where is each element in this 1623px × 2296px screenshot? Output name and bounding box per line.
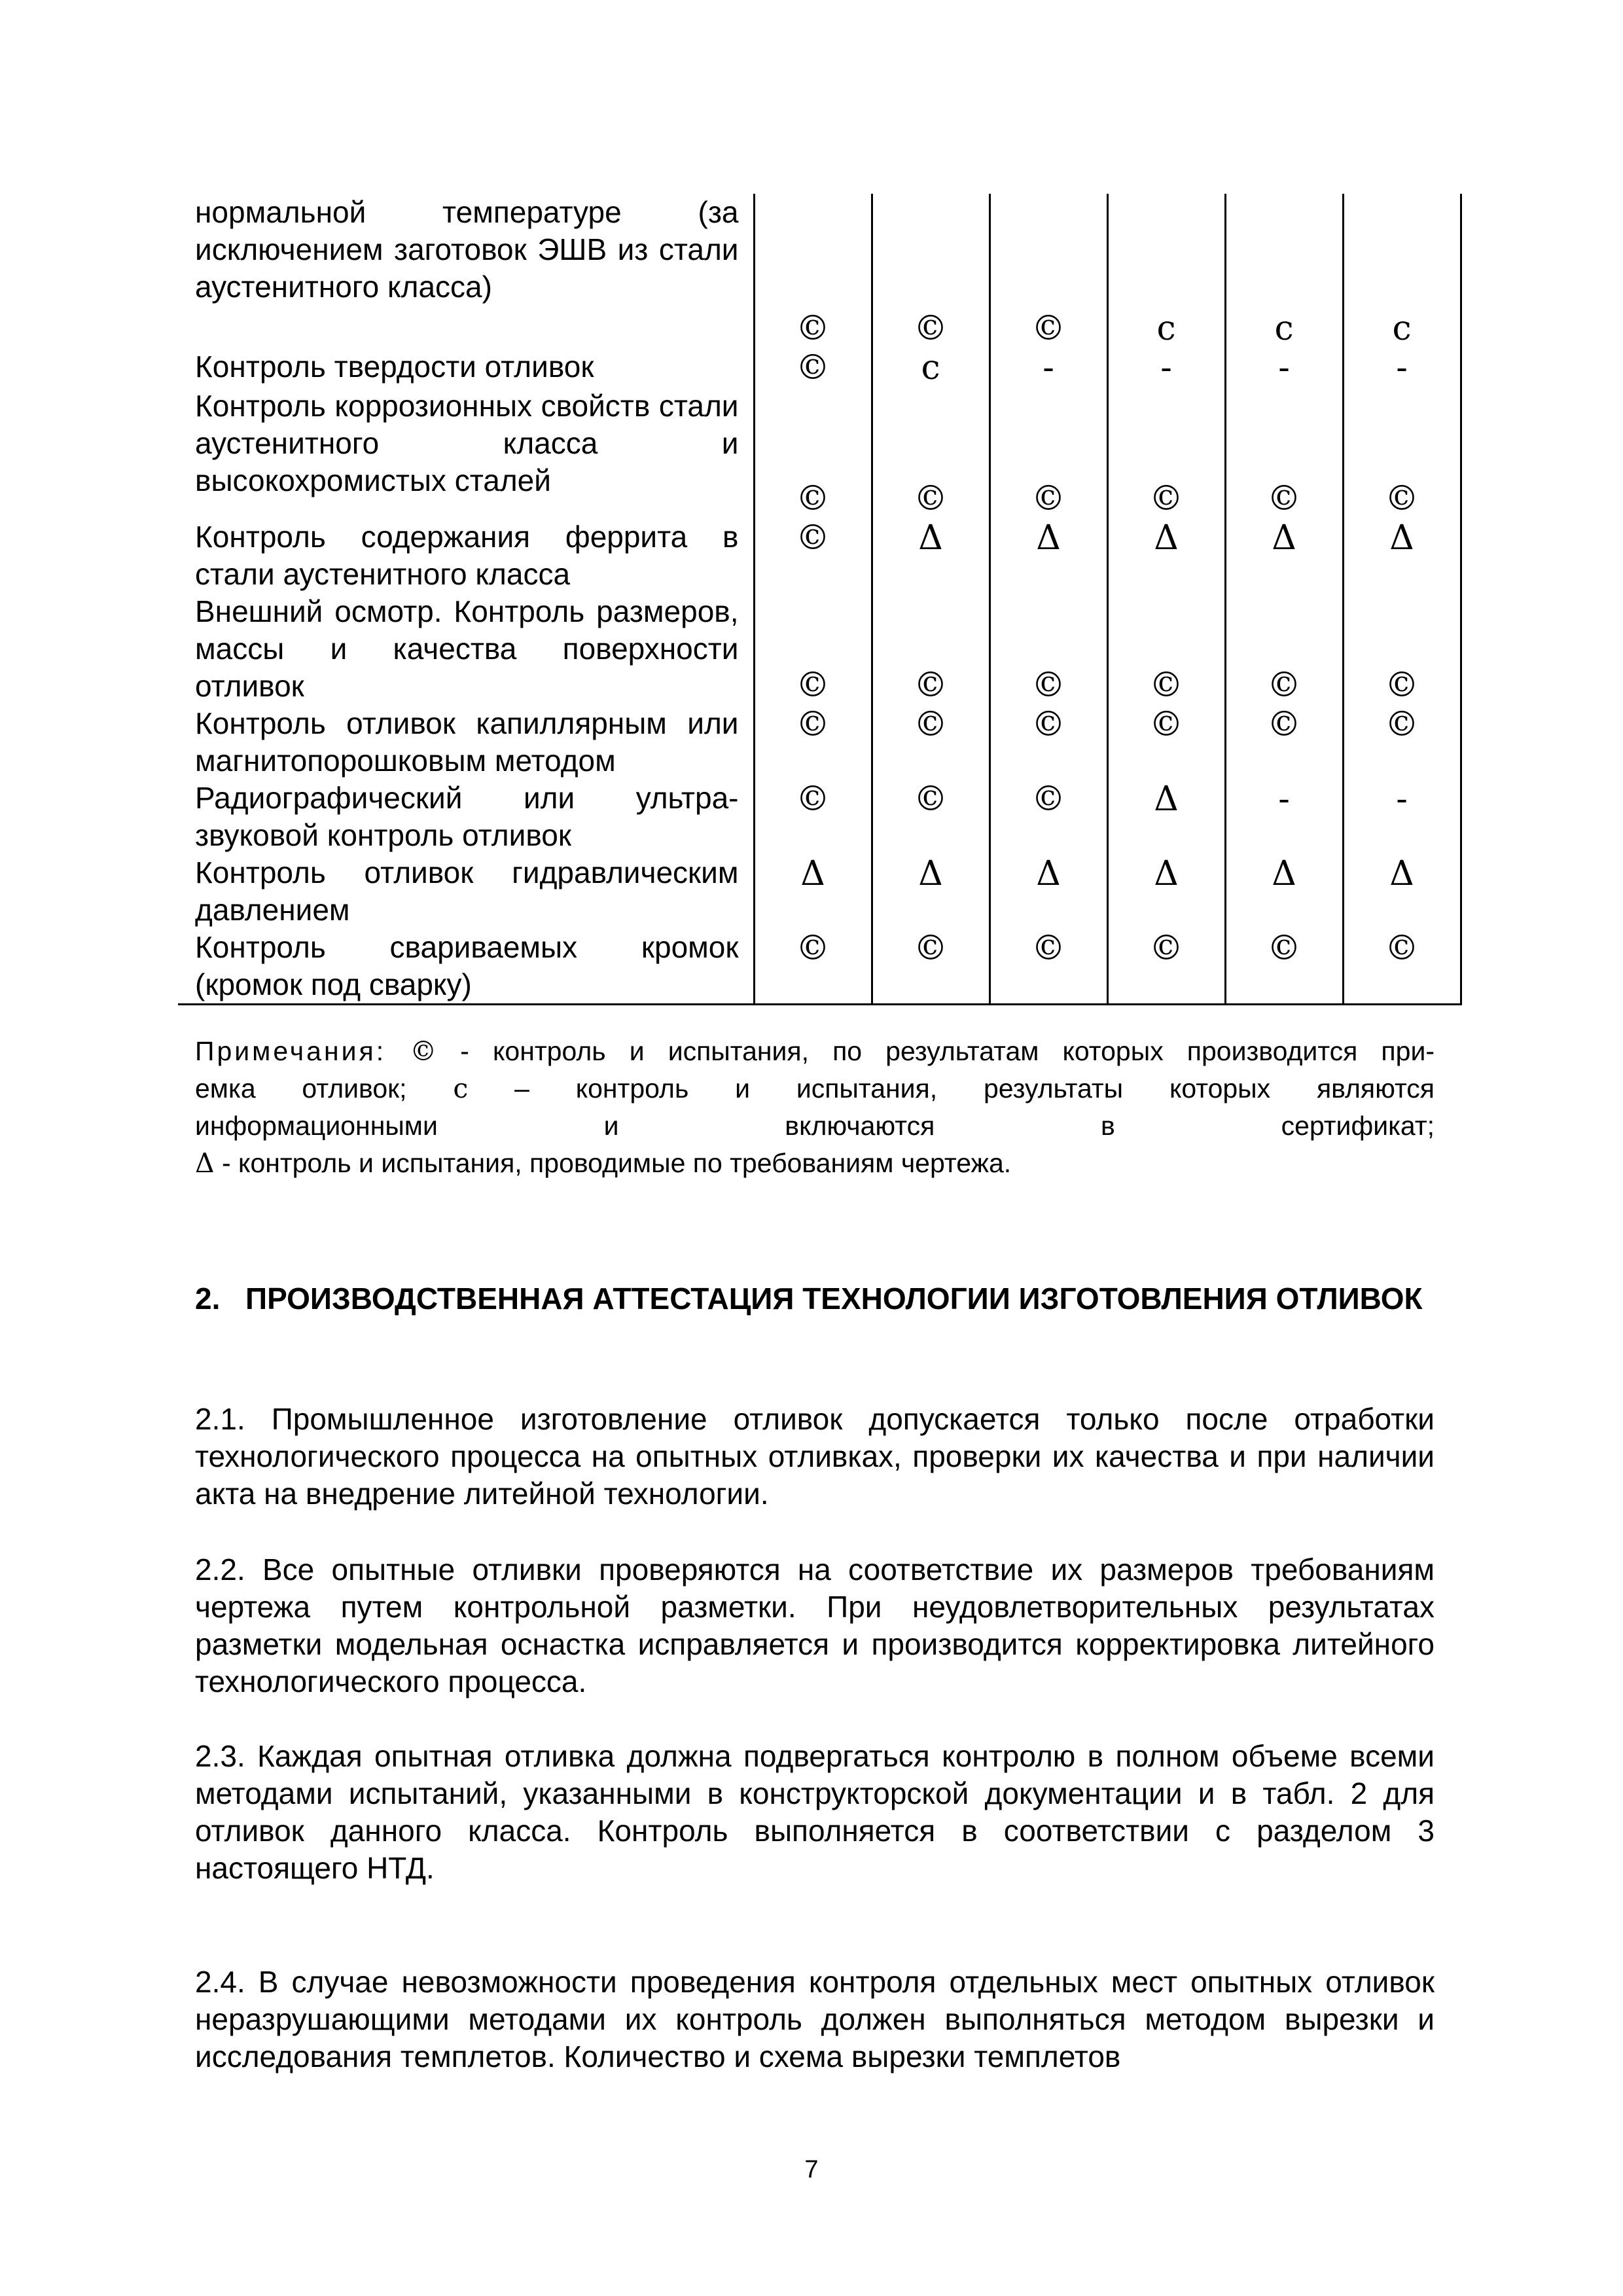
control-mark: © xyxy=(754,593,872,705)
paragraph-2-3: 2.3. Каждая опытная отливка должна подвергаться контролю в полном объеме всеми методами испытаний, указанными в конструкторской документации и в табл. 2 для отливок данного класса. Контроль выполняется в соответствии с разделом 3 настоящего НТД. xyxy=(195,1739,1435,1885)
control-mark: © xyxy=(872,705,990,780)
control-mark: © xyxy=(872,593,990,705)
table-row xyxy=(178,518,1461,593)
row-description: Контроль отливок гидравлическим давлением xyxy=(178,854,754,929)
control-mark: © xyxy=(1107,593,1225,705)
table-row xyxy=(178,854,1461,929)
control-mark: - xyxy=(1343,348,1461,387)
control-mark: © xyxy=(754,387,872,518)
control-mark: - xyxy=(990,348,1107,387)
control-mark: - xyxy=(1225,780,1343,854)
control-mark: © xyxy=(1225,387,1343,518)
section-title: ПРОИЗВОДСТВЕННАЯ АТТЕСТАЦИЯ ТЕХНОЛОГИИ ИЗГОТОВЛЕНИЯ ОТЛИВОК xyxy=(245,1282,1423,1316)
control-mark: © xyxy=(1343,387,1461,518)
control-mark: Δ xyxy=(1107,518,1225,593)
table-row xyxy=(178,194,1461,348)
control-mark: Δ xyxy=(1225,854,1343,929)
control-mark: © xyxy=(990,929,1107,1005)
notes-line-2a: емка отливок; xyxy=(195,1073,407,1103)
control-mark: © xyxy=(990,387,1107,518)
control-mark: © xyxy=(872,929,990,1005)
control-mark: © xyxy=(754,780,872,854)
row-description: нормальной температуре (за исключением заготовок ЭШВ из стали аустенитного класса) xyxy=(178,194,754,348)
info-control-symbol: c xyxy=(453,1073,469,1104)
control-mark: Δ xyxy=(1225,518,1343,593)
notes-line-3: информационными и включаются в сертификат; xyxy=(195,1111,1435,1141)
row-description: Радиографический или ультра-звуковой контроль отливок xyxy=(178,780,754,854)
control-mark: - xyxy=(1107,348,1225,387)
paragraph-2-4: 2.4. В случае невозможности проведения контроля отдельных мест опытных отливок неразрушающими методами их контроль должен выполняться методом вырезки и исследования темплетов. Количество и схема вырезки темплетов xyxy=(195,1965,1435,2073)
row-description: Контроль содержания феррита в стали аустенитного класса xyxy=(178,518,754,593)
notes-line-4: - контроль и испытания, проводимые по требованиям чертежа. xyxy=(214,1148,1012,1178)
control-mark: Δ xyxy=(872,518,990,593)
table-notes xyxy=(195,1033,1435,1182)
control-mark: Δ xyxy=(1107,780,1225,854)
row-description: Контроль отливок капиллярным или магнитопорошковым методом xyxy=(178,705,754,780)
control-mark: © xyxy=(754,929,872,1005)
row-description: Контроль свариваемых кромок (кромок под сварку) xyxy=(178,929,754,1005)
control-mark: - xyxy=(1343,780,1461,854)
control-mark: © xyxy=(990,705,1107,780)
notes-line-1: - контроль и испытания, по результатам которых производится при- xyxy=(437,1036,1435,1066)
control-mark: - xyxy=(1225,348,1343,387)
control-mark: © xyxy=(872,387,990,518)
drawing-control-symbol: Δ xyxy=(195,1147,215,1179)
control-mark: © xyxy=(990,194,1107,348)
control-mark: © xyxy=(872,194,990,348)
full-control-symbol: © xyxy=(410,1035,437,1067)
table-row xyxy=(178,705,1461,780)
control-mark: © xyxy=(1225,929,1343,1005)
control-mark: Δ xyxy=(754,854,872,929)
paragraph-2-1: 2.1. Промышленное изготовление отливок допускается только после отработки технологического процесса на опытных отливках, проверки их качества и при наличии акта на внедрение литейной технологии. xyxy=(195,1402,1435,1511)
control-mark: c xyxy=(872,348,990,387)
row-description: Внешний осмотр. Контроль размеров, массы и качества поверхности отливок xyxy=(178,593,754,705)
control-mark: © xyxy=(1107,929,1225,1005)
table-row xyxy=(178,780,1461,854)
control-mark: c xyxy=(1343,194,1461,348)
control-mark: © xyxy=(990,593,1107,705)
paragraph-2-2: 2.2. Все опытные отливки проверяются на соответствие их размеров требованиям чертежа путем контрольной разметки. При неудовлетворительных результатах разметки модельная оснастка исправляется и производится корректировка литейного технологического процесса. xyxy=(195,1552,1435,1698)
control-mark: © xyxy=(1225,593,1343,705)
notes-label: Примечания: xyxy=(195,1036,387,1066)
section-heading xyxy=(195,1280,1435,1318)
inspection-table xyxy=(178,194,1462,1005)
control-mark: © xyxy=(1343,929,1461,1005)
control-mark: © xyxy=(1343,593,1461,705)
table-row xyxy=(178,929,1461,1005)
table-row xyxy=(178,593,1461,705)
control-mark: © xyxy=(1225,705,1343,780)
notes-line-2b: – контроль и испытания, результаты которых являются xyxy=(514,1073,1435,1103)
control-mark: Δ xyxy=(872,854,990,929)
control-mark: Δ xyxy=(990,518,1107,593)
control-mark: c xyxy=(1225,194,1343,348)
page-number: 7 xyxy=(804,2156,819,2183)
control-mark: © xyxy=(754,194,872,348)
control-mark: © xyxy=(1343,705,1461,780)
control-mark: Δ xyxy=(990,854,1107,929)
control-mark: © xyxy=(754,348,872,387)
control-mark: © xyxy=(1107,705,1225,780)
table-row xyxy=(178,348,1461,387)
control-mark: Δ xyxy=(1343,854,1461,929)
control-mark: © xyxy=(990,780,1107,854)
control-mark: c xyxy=(1107,194,1225,348)
table-row xyxy=(178,387,1461,518)
control-mark: © xyxy=(872,780,990,854)
control-mark: © xyxy=(1107,387,1225,518)
control-mark: Δ xyxy=(1107,854,1225,929)
section-number: 2. xyxy=(195,1282,221,1316)
row-description: Контроль коррозионных свойств стали аустенитного класса и высокохромистых сталей xyxy=(178,387,754,518)
control-mark: © xyxy=(754,518,872,593)
control-mark: © xyxy=(754,705,872,780)
control-mark: Δ xyxy=(1343,518,1461,593)
row-description: Контроль твердости отливок xyxy=(178,348,754,387)
